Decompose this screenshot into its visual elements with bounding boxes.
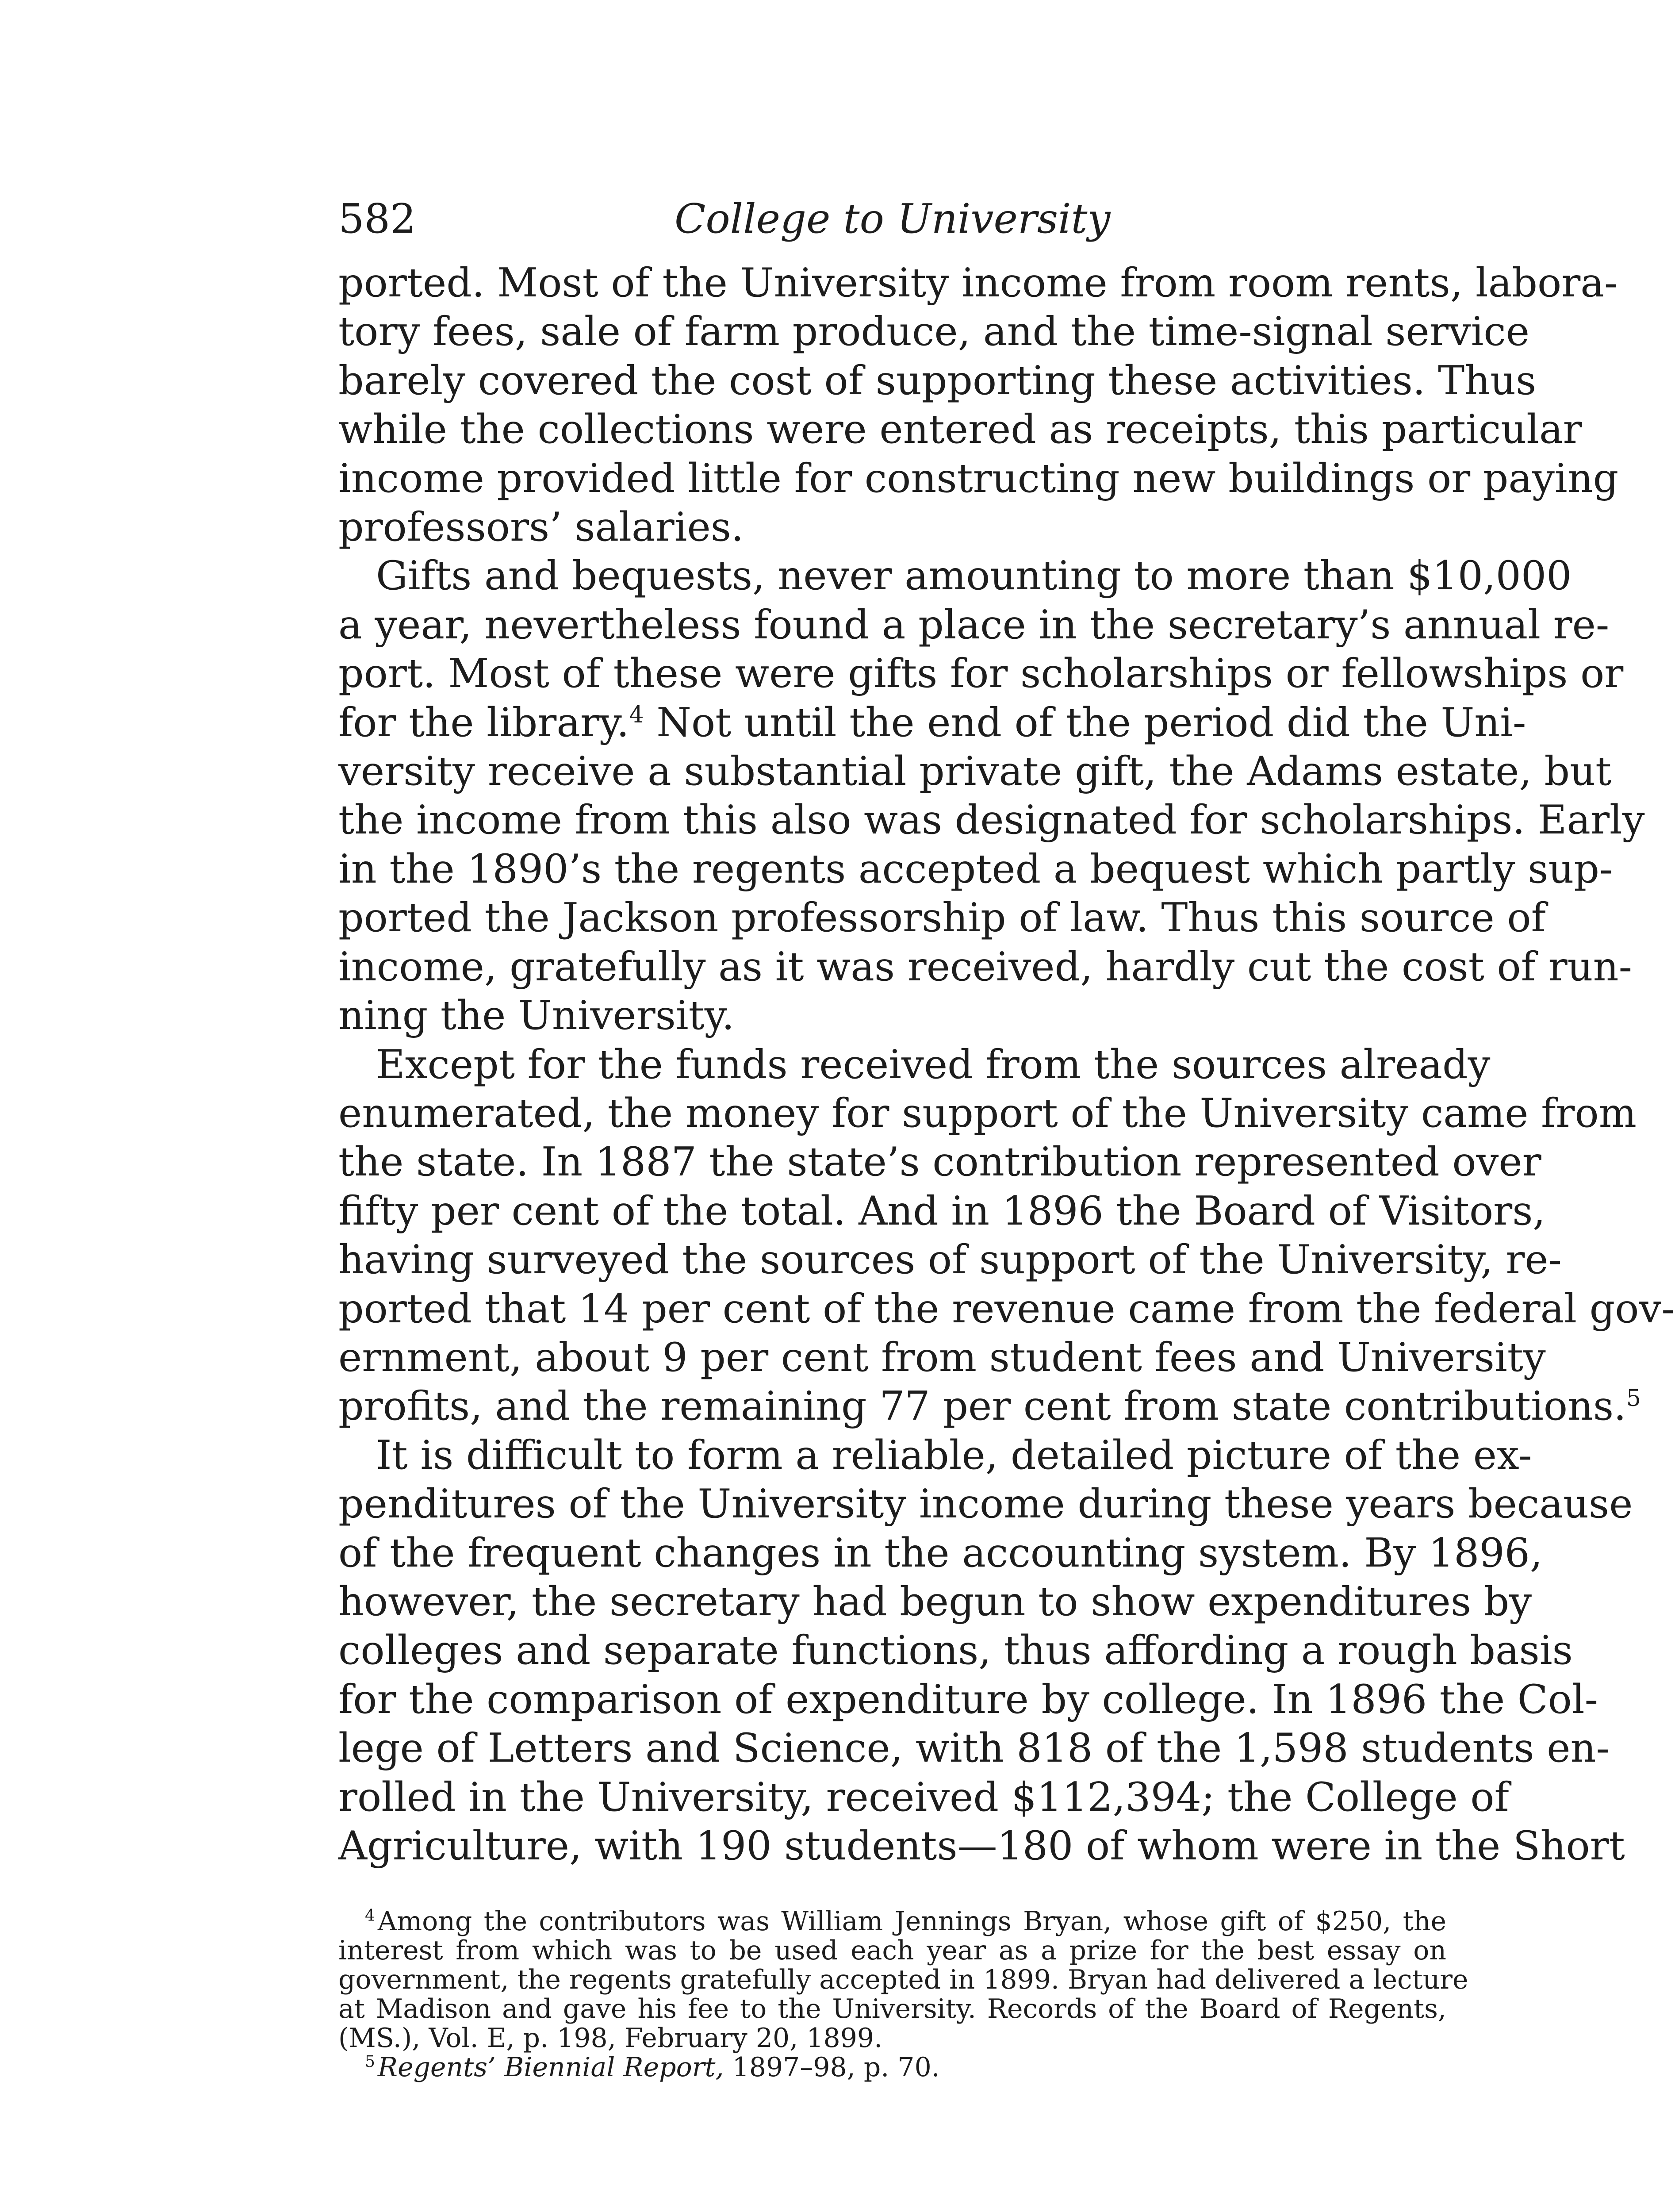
footnote-reference-4[interactable]: 4 [629, 701, 644, 728]
paragraph-4 [338, 1431, 1633, 1871]
text-segment: Not until the end of the period did the Uni- [644, 699, 1526, 746]
text-line: the income from this also was designated for scholarships. Early [338, 797, 1645, 844]
text-segment: Among the contributors was William Jennings Bryan, whose gift of $250, the [377, 1906, 1446, 1937]
text-line: having surveyed the sources of support of the University, re- [338, 1237, 1562, 1283]
footnote-marker: 5 [365, 2053, 375, 2071]
footnote-title: Regents’ Biennial Report, [377, 2052, 724, 2083]
footnote-4 [338, 1906, 1468, 2054]
text-line: lege of Letters and Science, with 818 of the 1,598 students en- [338, 1725, 1610, 1772]
text-segment: profits, and the remaining 77 per cent from state contributions. [338, 1383, 1626, 1430]
body-text [338, 259, 1675, 1870]
running-title: College to University [675, 195, 1111, 242]
text-line: tory fees, sale of farm produce, and the time-signal service [338, 308, 1530, 355]
text-line: while the collections were entered as receipts, this particular [338, 406, 1582, 453]
footnotes [338, 1906, 1468, 2083]
text-line: Agriculture, with 190 students—180 of whom were in the Short [338, 1823, 1625, 1869]
text-line: for the comparison of expenditure by college. In 1896 the Col- [338, 1676, 1598, 1723]
text-line: income, gratefully as it was received, hardly cut the cost of run- [338, 943, 1632, 990]
page-number: 582 [338, 195, 416, 242]
text-line: Except for the funds received from the sources already [376, 1041, 1491, 1088]
text-line: ported. Most of the University income from room rents, labora- [338, 260, 1618, 306]
text-line: ning the University. [338, 992, 735, 1039]
text-line-with-note [338, 699, 1526, 747]
text-line: professors’ salaries. [338, 504, 744, 551]
footnote-line [338, 2053, 1446, 2082]
footnote-line: government, the regents gratefully accepted in 1899. Bryan had delivered a lecture [338, 1964, 1468, 1995]
footnote-line [338, 1907, 1446, 1936]
text-line: of the frequent changes in the accounting system. By 1896, [338, 1529, 1543, 1576]
text-line: however, the secretary had begun to show expenditures by [338, 1578, 1532, 1625]
text-segment: for the library. [338, 699, 629, 746]
text-line: ernment, about 9 per cent from student fees and University [338, 1334, 1546, 1381]
footnote-marker: 4 [365, 1907, 375, 1925]
text-line-with-note [338, 1382, 1641, 1431]
text-line: a year, nevertheless found a place in the secretary’s annual re- [338, 601, 1610, 648]
text-line: penditures of the University income during these years because [338, 1481, 1633, 1528]
text-segment: 1897–98, p. 70. [724, 2052, 940, 2083]
footnote-5 [338, 2053, 1446, 2082]
text-line: in the 1890’s the regents accepted a bequest which partly sup- [338, 845, 1613, 892]
text-line: ported the Jackson professorship of law. Thus this source of [338, 895, 1546, 941]
text-line: colleges and separate functions, thus affording a rough basis [338, 1627, 1573, 1674]
footnote-line: (MS.), Vol. E, p. 198, February 20, 1899. [338, 2023, 883, 2054]
footnote-line: interest from which was to be used each year as a prize for the best essay on [338, 1935, 1446, 1966]
paragraph-2 [338, 552, 1645, 1040]
footnote-line: at Madison and gave his fee to the University. Records of the Board of Regents, [338, 1993, 1446, 2024]
text-line: income provided little for constructing new buildings or paying [338, 455, 1619, 502]
text-line: barely covered the cost of supporting these activities. Thus [338, 357, 1537, 404]
running-head [338, 190, 1446, 248]
text-line: ported that 14 per cent of the revenue came from the federal gov- [338, 1285, 1675, 1332]
paragraph-3 [338, 1041, 1675, 1431]
text-line: fifty per cent of the total. And in 1896 the Board of Visitors, [338, 1187, 1546, 1234]
text-line: versity receive a substantial private gift, the Adams estate, but [338, 748, 1612, 795]
footnote-reference-5[interactable]: 5 [1626, 1385, 1641, 1412]
text-line: port. Most of these were gifts for scholarships or fellowships or [338, 650, 1624, 697]
text-line: enumerated, the money for support of the University came from [338, 1090, 1637, 1137]
text-line: the state. In 1887 the state’s contribution represented over [338, 1139, 1541, 1186]
paragraph-1 [338, 259, 1619, 552]
text-line: rolled in the University, received $112,394; the College of [338, 1774, 1509, 1820]
text-line: It is difficult to form a reliable, detailed picture of the ex- [376, 1432, 1532, 1479]
text-line: Gifts and bequests, never amounting to more than $10,000 [376, 553, 1572, 599]
